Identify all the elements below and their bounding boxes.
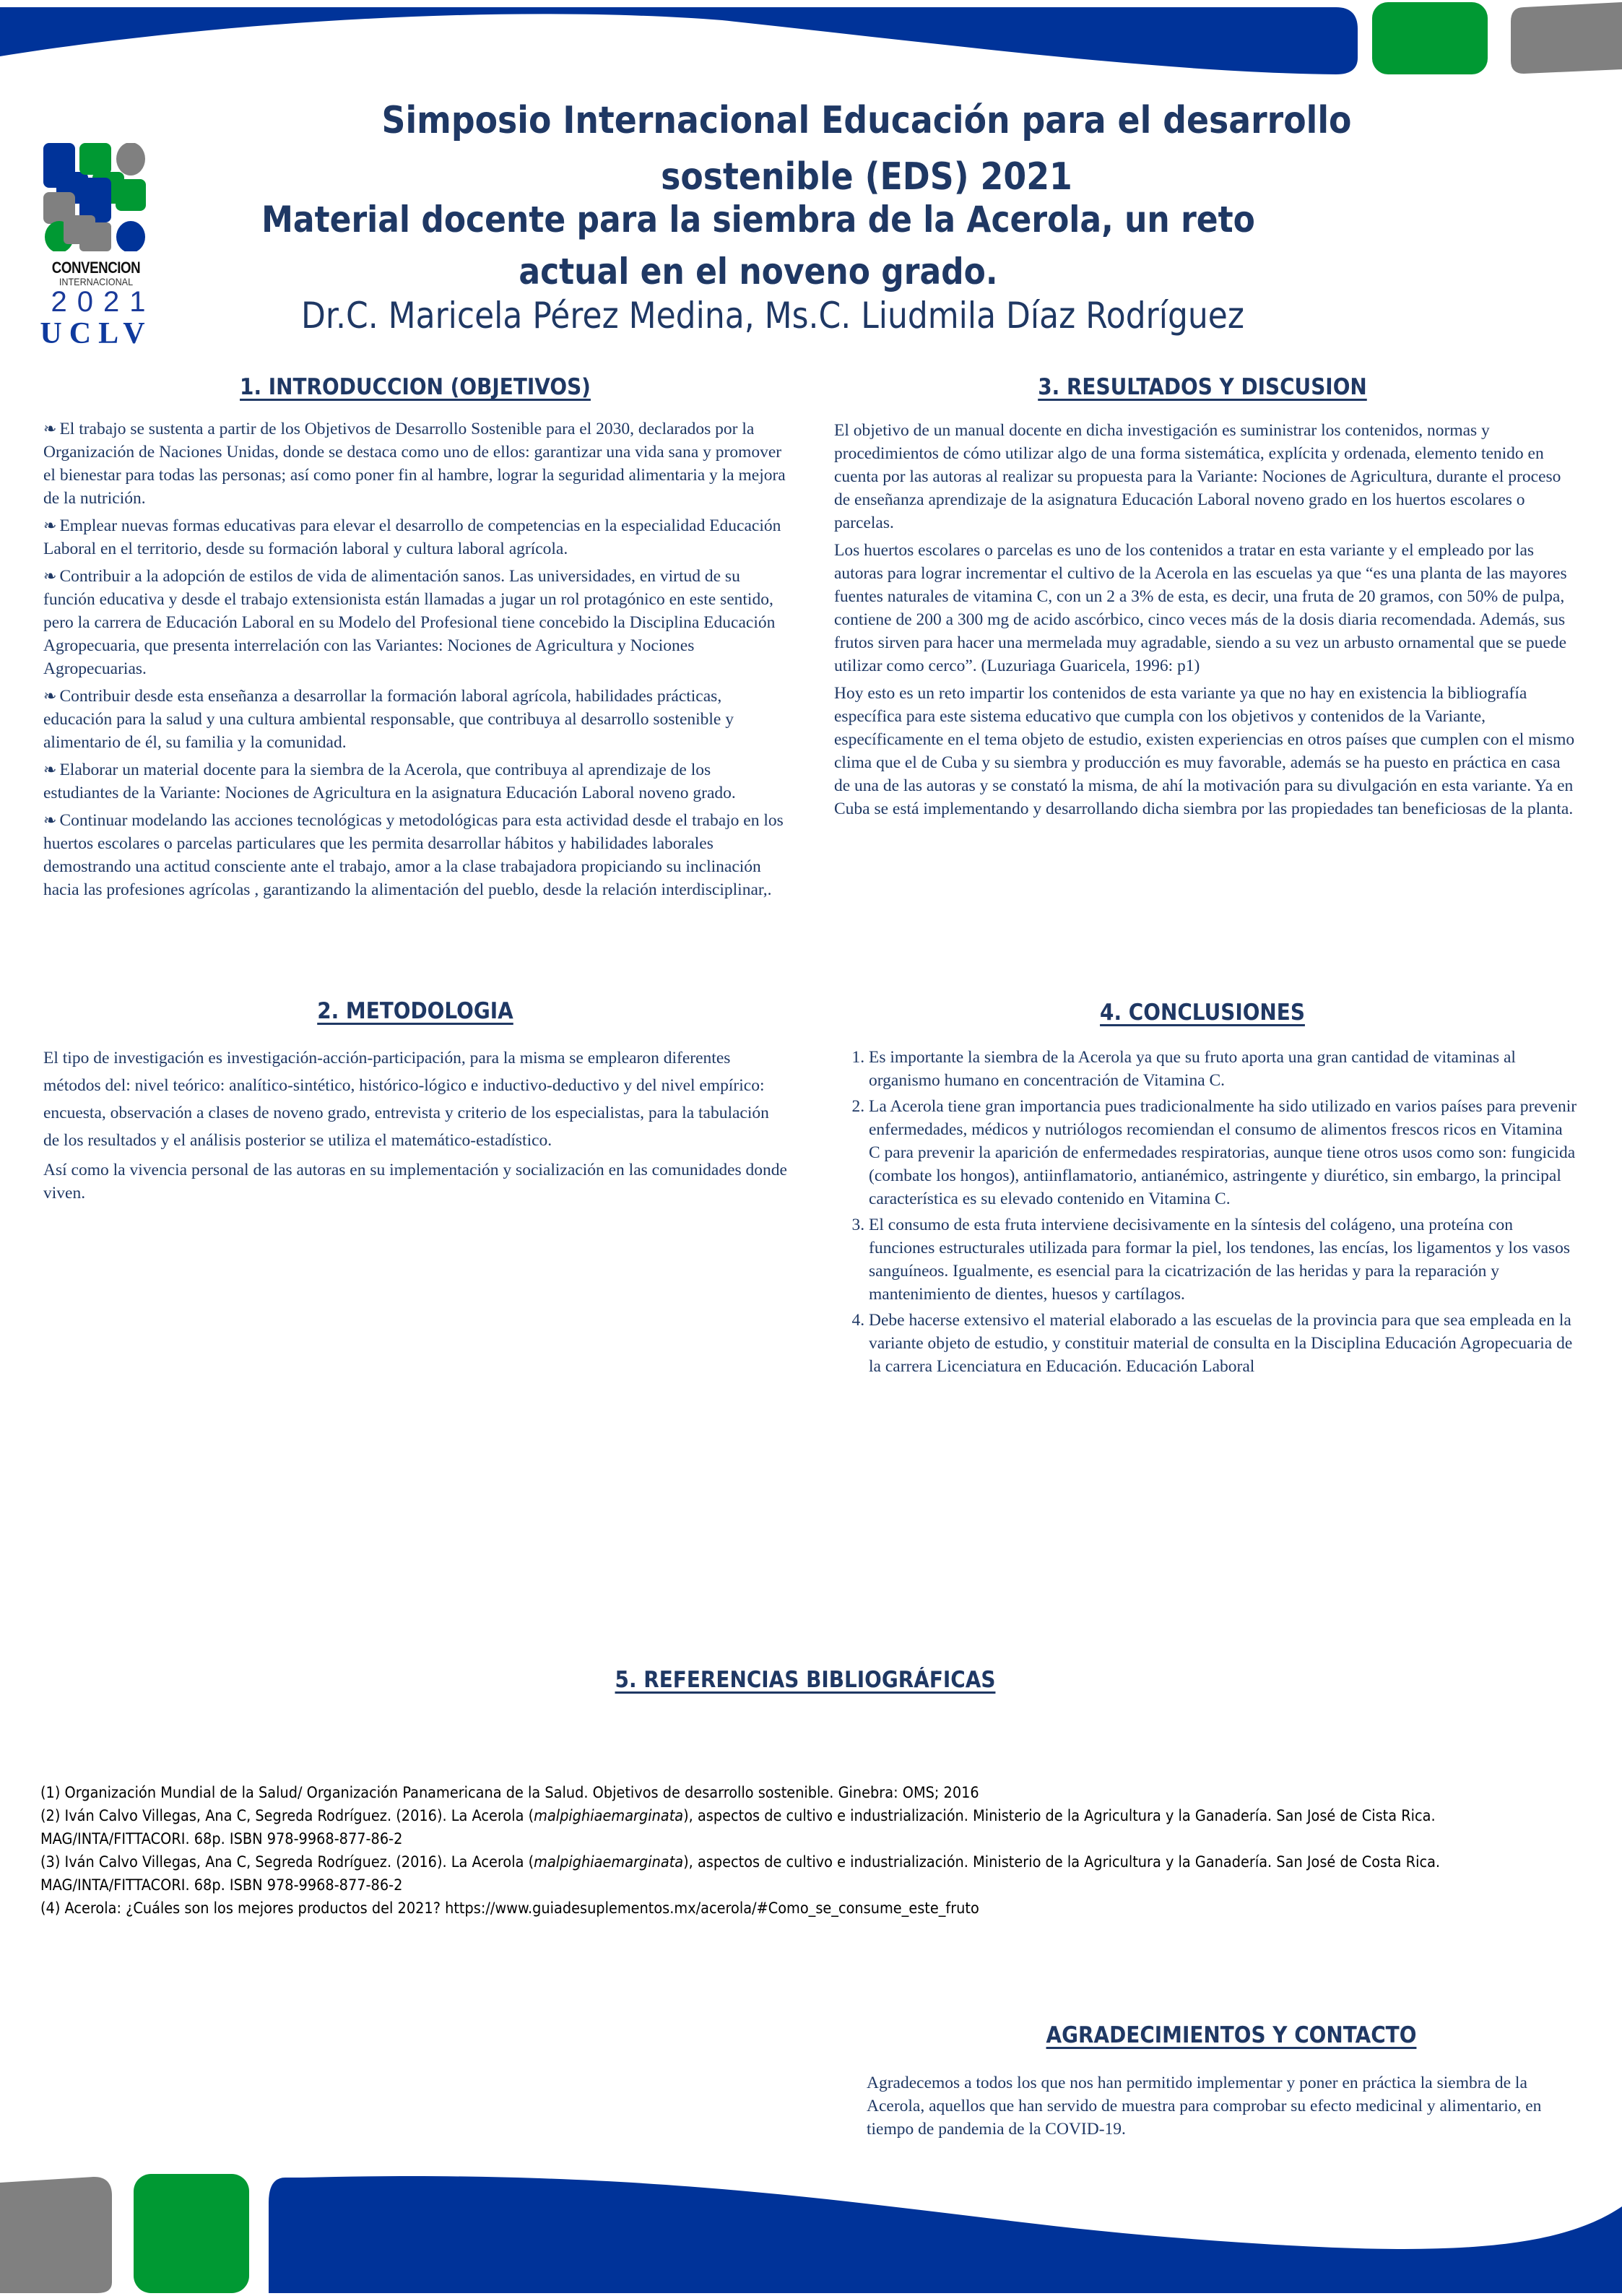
logo-year: 2021	[51, 286, 156, 318]
banner-green-block	[134, 2174, 249, 2293]
acknowledgements-heading: AGRADECIMIENTOS Y CONTACTO	[1046, 2022, 1417, 2048]
floral-bullet-icon: ❧	[43, 687, 57, 705]
banner-green-block	[1372, 2, 1488, 74]
results-heading: 3. RESULTADOS Y DISCUSION	[1038, 374, 1367, 400]
logo-mark-icon	[35, 143, 157, 251]
floral-bullet-icon: ❧	[43, 761, 57, 779]
bottom-banner-decoration	[0, 2174, 1622, 2296]
intro-item: ❧ El trabajo se sustenta a partir de los Objetivos de Desarrollo Sostenible para el 2030, declarados por la Organización de Naciones Unidas, donde se destaca como uno de ellos: garantizar una vida sana y promover el bienestar para todas las personas; así como poner fin al hambre, lograr la seguridad alimentaria y la mejora de la nutrición.	[43, 417, 787, 510]
acknowledgements-text: Agradecemos a todos los que nos han permitido implementar y poner en práctica la siembra de la Acerola, aquellos que han servido de muestra para comprobar su efecto medicinal y alimentario, en tiempo de pandemia de la COVID-19.	[867, 2074, 1542, 2139]
logo-line-convencion: CONVENCION	[51, 259, 141, 277]
reference-item: (3) Iván Calvo Villegas, Ana C, Segreda Rodríguez. (2016). La Acerola (malpighiaemarginata), aspectos de cultivo e industrialización. Ministerio de la Agricultura y la Ganadería. San José de Costa Rica. MAG/INTA/FITTACORI. 68p. ISBN 978-9968-877-86-2	[40, 1853, 1441, 1894]
floral-bullet-icon: ❧	[43, 420, 57, 438]
conclusion-item: 2. La Acerola tiene gran importancia pues tradicionalmente ha sido utilizado en varios países para prevenir enfermedades, médicos y nutriólogos recomiendan el consumo de alimentos frescos ricos en Vitamina C para prevenir la aparición de enfermedades respiratorias, aunque tiene otros usos como son: fungicida (combate los hongos), antiinflamatorio, antianémico, astringente y diurético, sin embargo, la principal característica es su elevado contenido en Vitamina C.	[869, 1095, 1578, 1210]
floral-bullet-icon: ❧	[43, 567, 57, 585]
floral-bullet-icon: ❧	[43, 516, 57, 534]
paper-title: Material docente para la siembra de la Acerola, un reto actual en el noveno grado.	[261, 199, 1255, 293]
conclusions-heading: 4. CONCLUSIONES	[1100, 1000, 1305, 1026]
reference-item: (1) Organización Mundial de la Salud/ Organización Panamericana de la Salud. Objetivos de desarrollo sostenible. Ginebra: OMS; 2016	[40, 1784, 979, 1801]
banner-blue-wave	[0, 7, 1358, 74]
reference-item: (2) Iván Calvo Villegas, Ana C, Segreda Rodríguez. (2016). La Acerola (malpighiaemarginata), aspectos de cultivo e industrialización. Ministerio de la Agricultura y la Ganadería. San José de Cista Rica. MAG/INTA/FITTACORI. 68p. ISBN 978-9968-877-86-2	[40, 1807, 1436, 1847]
results-paragraph: El objetivo de un manual docente en dicha investigación es suministrar los contenidos, normas y procedimientos de cómo utilizar algo de una forma sistemática, explícita y ordenada, elemento tenido en cuenta por las autoras al realizar su propuesta para la Variante: Nociones de Agricultura, durante el proceso de enseñanza aprendizaje de la asignatura Educación Laboral noveno grado en los huertos escolares o parcelas.	[834, 421, 1561, 532]
conclusions-body	[834, 1046, 1578, 1381]
methodology-body	[43, 1044, 787, 1209]
conclusion-item: 1. Es importante la siembra de la Acerola ya que su fruto aporta una gran cantidad de vitaminas al organismo humano en concentración de Vitamina C.	[869, 1046, 1578, 1092]
methodology-paragraph: Así como la vivencia personal de las autoras en su implementación y socialización en las comunidades donde viven.	[43, 1161, 787, 1203]
intro-item: ❧ Contribuir desde esta enseñanza a desarrollar la formación laboral agrícola, habilidades prácticas, educación para la salud y una cultura ambiental responsable, que contribuya al desarrollo sostenible y alimentario de él, su familia y la comunidad.	[43, 685, 787, 754]
event-title: Simposio Internacional Educación para el desarrollo sostenible (EDS) 2021	[381, 99, 1352, 199]
conclusion-item: 3. El consumo de esta fruta interviene decisivamente en la síntesis del colágeno, una proteína con funciones estructurales utilizada para formar la piel, los tendones, las encías, los ligamentos y los vasos sanguíneos. Igualmente, es esencial para la cicatrización de las heridas y para la reparación y mantenimiento de dientes, huesos y cartílagos.	[869, 1213, 1578, 1306]
top-banner-decoration	[0, 0, 1622, 90]
floral-bullet-icon: ❧	[43, 811, 57, 829]
authors: Dr.C. Maricela Pérez Medina, Ms.C. Liudmila Díaz Rodríguez	[301, 295, 1244, 337]
results-paragraph: Hoy esto es un reto impartir los contenidos de esta variante ya que no hay en existencia la bibliografía específica para este sistema educativo que cumpla con los objetivos y contenidos de la Variante, específicamente en el tema objeto de estudio, existen experiencias en otros países que cumplen con el mismo clima que el de Cuba y su siembra y producción es muy favorable, además se ha puesto en práctica en casa de una de las autoras y se constató la misma, de ahí la motivación para su divulgación en esta variante. Ya en Cuba se está implementando y desarrollando dicha siembra por las propiedades tan beneficiosas de la planta.	[834, 684, 1575, 818]
logo-org: UCLV	[40, 317, 152, 350]
banner-gray-block	[1511, 2, 1622, 74]
references-heading: 5. REFERENCIAS BIBLIOGRÁFICAS	[615, 1667, 996, 1693]
banner-gray-block	[0, 2177, 112, 2293]
conclusions-list	[834, 1046, 1578, 1378]
intro-list	[43, 417, 787, 906]
intro-item: ❧ Emplear nuevas formas educativas para elevar el desarrollo de competencias en la especialidad Educación Laboral en el territorio, desde su formación laboral y cultura laboral agrícola.	[43, 514, 787, 560]
intro-heading: 1. INTRODUCCION (OBJETIVOS)	[240, 374, 591, 400]
references-list	[40, 1781, 1502, 1920]
logo-line-internacional: INTERNACIONAL	[58, 276, 134, 287]
results-paragraph: Los huertos escolares o parcelas es uno de los contenidos a tratar en esta variante y el empleado por las autoras para lograr incrementar el cultivo de la Acerola en las escuelas ya que “es una planta de las mayores fuentes naturales de vitamina C, con un 2 a 3% de esta, es decir, una fruta de 20 gramos, con 50% de pulpa, contiene de 200 a 300 mg de acido ascórbico, cinco veces más de la dosis diaria recomendada. Además, sus frutos sirven para hacer una mermelada muy agradable, siendo a su vez un arbusto ornamental que se puede utilizar como cerco”. (Luzuriaga Guaricela, 1996: p1)	[834, 541, 1567, 675]
results-body	[834, 419, 1578, 825]
methodology-paragraph: El tipo de investigación es investigación-acción-participación, para la misma se emplearon diferentes métodos del: nivel teórico: analítico-sintético, histórico-lógico e inductivo-deductivo y del nivel empírico: encuesta, observación a clases de noveno grado, entrevista y criterio de los especialistas, para la tabulación de los resultados y el análisis posterior se utiliza el matemático-estadístico.	[43, 1049, 769, 1150]
banner-blue-wave	[269, 2176, 1622, 2293]
intro-item: ❧ Continuar modelando las acciones tecnológicas y metodológicas para esta actividad desde el trabajo en los huertos escolares o parcelas particulares que les permita desarrollar hábitos y habilidades laborales demostrando una actitud consciente ante el trabajo, amor a la clase trabajadora propiciando su inclinación hacia las profesiones agrícolas , garantizando la alimentación del pueblo, desde la relación interdisciplinar,.	[43, 809, 787, 901]
convention-logo	[35, 143, 157, 352]
reference-item: (4) Acerola: ¿Cuáles son los mejores productos del 2021? https://www.guiadesuplementos.mx/acerola/#Como_se_consume_este_fruto	[40, 1899, 979, 1917]
intro-item: ❧ Contribuir a la adopción de estilos de vida de alimentación sanos. Las universidades, en virtud de su función educativa y desde el trabajo extensionista están llamadas a jugar un rol protagónico en este sentido, pero la carrera de Educación Laboral en su Modelo del Profesional tiene concebido la Disciplina Educación Agropecuaria, que presenta interrelación con las Variantes: Nociones de Agricultura y Nociones Agropecuarias.	[43, 565, 787, 680]
conclusion-item: 4. Debe hacerse extensivo el material elaborado a las escuelas de la provincia para que sea empleada en la variante objeto de estudio, y constituir material de consulta en la Disciplina Educación Agropecuaria de la carrera Licenciatura en Educación. Educación Laboral	[869, 1309, 1578, 1378]
methodology-heading: 2. METODOLOGIA	[317, 998, 513, 1024]
intro-item: ❧ Elaborar un material docente para la siembra de la Acerola, que contribuya al aprendizaje de los estudiantes de la Variante: Nociones de Agricultura en la asignatura Educación Laboral noveno grado.	[43, 758, 787, 805]
